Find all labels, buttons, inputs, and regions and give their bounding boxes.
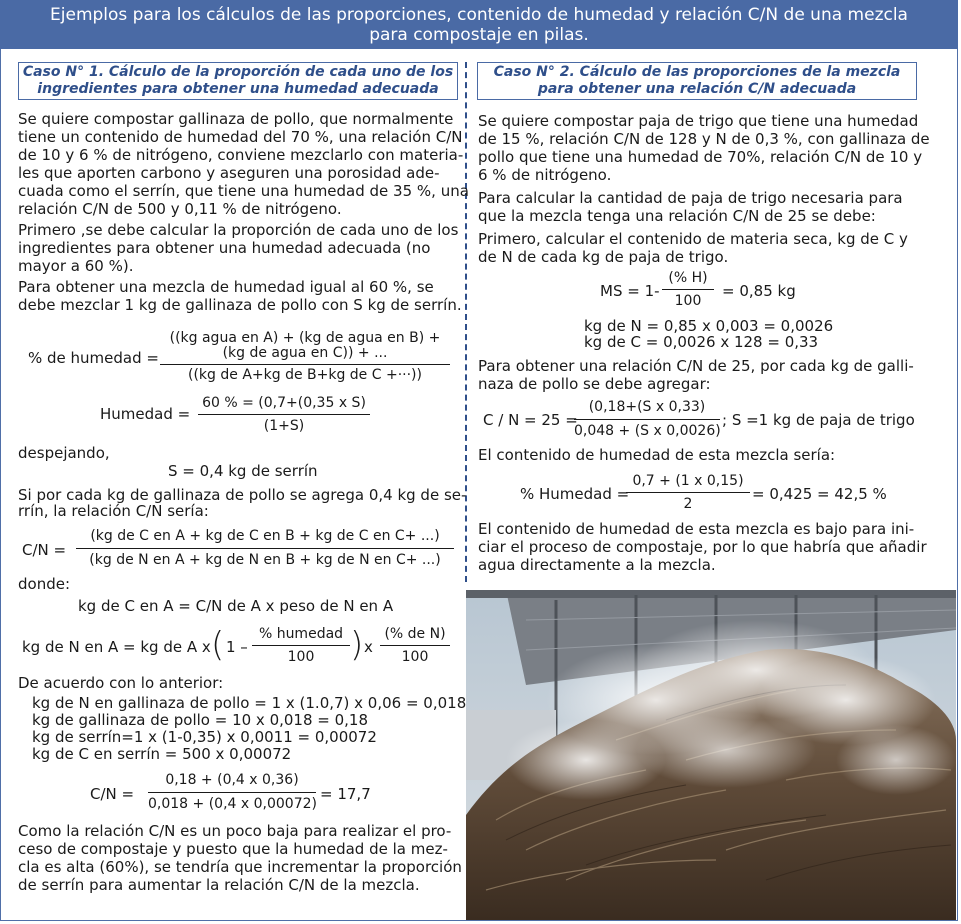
kg-n-times: x: [364, 638, 373, 656]
case2-step1-line: Primero, calcular el contenido de materia seca, kg de C y: [478, 230, 908, 248]
case1-intro-line: cuada como el serrín, que tiene una humedad de 35 %, una: [18, 182, 469, 200]
cn25-formula-rhs: ; S =1 kg de paja de trigo: [722, 411, 915, 429]
calc-list-item: kg de gallinaza de pollo = 10 x 0,018 = 0,18: [32, 711, 369, 729]
kg-n-humidity-numerator: % humedad: [258, 626, 344, 642]
case1-intro-line: Se quiere compostar gallinaza de pollo, que normalmente: [18, 110, 454, 128]
case1-cn-intro-line: Si por cada kg de gallinaza de pollo se agrega 0,4 kg de se-: [18, 486, 467, 504]
humedad-formula-bar: [198, 414, 370, 415]
close-paren: ): [350, 625, 364, 665]
case1-conclusion-line: cla es alta (60%), se tendría que incrementar la proporción: [18, 858, 462, 876]
case1-intro-line: tiene un contenido de humedad del 70 %, una relación C/N: [18, 128, 463, 146]
case2-step-intro-line: que la mezcla tenga una relación C/N de 25 se debe:: [478, 207, 876, 225]
kg-n-percent-n-bar: [380, 645, 450, 646]
kg-n-percent-n-numerator: (% de N): [384, 626, 446, 642]
kg-n-humidity-denominator: 100: [287, 649, 315, 665]
humidity-mix-lhs: % Humedad =: [520, 485, 630, 503]
cn25-formula-bar: [574, 419, 720, 420]
case1-title-line-1: Caso N° 1. Cálculo de la proporción de cada uno de los: [22, 64, 454, 80]
kg-c-definition: kg de C en A = C/N de A x peso de N en A: [78, 597, 394, 615]
humidity-mix-bar: [626, 492, 750, 493]
humedad-formula-lhs: Humedad =: [100, 405, 191, 423]
case2-conclusion-line: agua directamente a la mezcla.: [478, 556, 716, 574]
case1-step2-line: Para obtener una mezcla de humedad igual al 60 %, se: [18, 278, 434, 296]
case2-conclusion-line: ciar el proceso de compostaje, por lo que habría que añadir: [478, 538, 927, 556]
steaming-compost-pile-photo: [466, 590, 956, 920]
case2-intro-line: de 15 %, relación C/N de 128 y N de 0,3 %, con gallinaza de: [478, 130, 930, 148]
ms-formula-bar: [662, 289, 714, 290]
case1-step1-line: mayor a 60 %).: [18, 257, 134, 275]
s-result: S = 0,4 kg de serrín: [168, 462, 318, 480]
humidity-formula-lhs: % de humedad =: [28, 349, 159, 367]
case1-step2-line: debe mezclar 1 kg de gallinaza de pollo con S kg de serrín.: [18, 296, 462, 314]
humidity-formula-denominator: ((kg de A+kg de B+kg de C +···)): [188, 367, 422, 383]
case2-kg-c: kg de C = 0,0026 x 128 = 0,33: [584, 333, 819, 351]
case2-intro-line: pollo que tiene una humedad de 70%, relación C/N de 10 y: [478, 148, 923, 166]
kg-n-one-minus: 1 –: [226, 638, 248, 656]
humidity-formula-bar: [160, 364, 450, 365]
case2-title-line-2: para obtener una relación C/N adecuada: [537, 81, 857, 97]
despejando-label: despejando,: [18, 444, 110, 462]
cn-result-rhs: = 17,7: [320, 785, 371, 803]
case2-step1-line: de N de cada kg de paja de trigo.: [478, 248, 729, 266]
open-paren: (: [211, 625, 225, 665]
humedad-formula-numerator: 60 % = (0,7+(0,35 x S): [202, 395, 366, 411]
case2-title-line-1: Caso N° 2. Cálculo de las proporciones de la mezcla: [493, 64, 901, 80]
ms-formula-denominator: 100: [674, 293, 702, 309]
case1-conclusion-line: Como la relación C/N es un poco baja para realizar el pro-: [18, 822, 452, 840]
case1-step1-line: Primero ,se debe calcular la proporción de cada uno de los: [18, 221, 459, 239]
case1-step1-line: ingredientes para obtener una humedad adecuada (no: [18, 239, 431, 257]
case2-conclusion-line: El contenido de humedad de esta mezcla es bajo para ini-: [478, 520, 915, 538]
kg-n-percent-n-denominator: 100: [401, 649, 429, 665]
calc-list-item: kg de C en serrín = 500 x 0,00072: [32, 745, 292, 763]
ms-formula-numerator: (% H): [668, 270, 708, 286]
case2-intro-line: Se quiere compostar paja de trigo que tiene una humedad: [478, 112, 919, 130]
humedad-formula-denominator: (1+S): [263, 418, 305, 434]
calc-list-item: kg de serrín=1 x (1-0,35) x 0,0011 = 0,00072: [32, 728, 377, 746]
case1-title-line-2: ingredientes para obtener una humedad adecuada: [37, 81, 439, 97]
cn-formula-bar: [76, 548, 454, 549]
case1-cn-intro-line: rrín, la relación C/N sería:: [18, 502, 209, 520]
ms-formula-rhs: = 0,85 kg: [722, 282, 796, 300]
cn-result-bar: [148, 792, 316, 793]
humidity-mix-rhs: = 0,425 = 42,5 %: [752, 485, 887, 503]
case1-title: [18, 62, 458, 100]
cn25-formula-lhs: C / N = 25 =: [483, 411, 578, 429]
acuerdo-label: De acuerdo con lo anterior:: [18, 674, 224, 692]
humidity-mix-denominator: 2: [683, 496, 693, 512]
page-header: [0, 0, 958, 49]
column-divider: [465, 62, 467, 582]
donde-label: donde:: [18, 575, 71, 593]
cn-formula-denominator: (kg de N en A + kg de N en B + kg de N en C+ ...): [89, 552, 441, 568]
case1-intro-line: les que aporten carbono y aseguren una porosidad ade-: [18, 164, 440, 182]
case2-step-intro-line: Para calcular la cantidad de paja de trigo necesaria para: [478, 189, 903, 207]
cn-result-lhs: C/N =: [90, 785, 135, 803]
kg-n-humidity-bar: [252, 645, 350, 646]
case1-intro-line: de 10 y 6 % de nitrógeno, conviene mezclarlo con materia-: [18, 146, 464, 164]
case2-cn-intro-line: naza de pollo se debe agregar:: [478, 375, 711, 393]
case1-intro-line: relación C/N de 500 y 0,11 % de nitrógeno.: [18, 200, 342, 218]
cn-formula-lhs: C/N =: [22, 541, 67, 559]
case2-kg-n: kg de N = 0,85 x 0,003 = 0,0026: [584, 317, 834, 335]
case1-conclusion-line: ceso de compostaje y puesto que la humedad de la mez-: [18, 840, 448, 858]
case1-conclusion-line: de serrín para aumentar la relación C/N de la mezcla.: [18, 876, 420, 894]
case2-title: [477, 62, 917, 100]
kg-n-formula-lhs: kg de N en A = kg de A x: [22, 638, 211, 656]
case2-cn-intro-line: Para obtener una relación C/N de 25, por cada kg de galli-: [478, 357, 914, 375]
cn25-formula-numerator: (0,18+(S x 0,33): [588, 399, 706, 415]
humidity-formula-numerator-1: ((kg agua en A) + (kg de agua en B) +: [169, 330, 441, 346]
cn25-formula-denominator: 0,048 + (S x 0,0026): [574, 423, 721, 439]
humidity-mix-numerator: 0,7 + (1 x 0,15): [632, 473, 744, 489]
header-line-2: para compostaje en pilas.: [369, 25, 589, 45]
header-line-1: Ejemplos para los cálculos de las proporciones, contenido de humedad y relación C/N de una mezcla: [50, 5, 908, 25]
humidity-formula-numerator-2: (kg de agua en C)) + ...: [222, 345, 388, 361]
cn-result-numerator: 0,18 + (0,4 x 0,36): [165, 772, 299, 788]
case2-intro-line: 6 % de nitrógeno.: [478, 166, 612, 184]
cn-formula-numerator: (kg de C en A + kg de C en B + kg de C en C+ ...): [90, 528, 440, 544]
cn-result-denominator: 0,018 + (0,4 x 0,00072): [148, 796, 317, 812]
calc-list-item: kg de N en gallinaza de pollo = 1 x (1.0,7) x 0,06 = 0,018: [32, 694, 467, 712]
case2-humidity-intro: El contenido de humedad de esta mezcla sería:: [478, 446, 836, 464]
ms-formula-lhs: MS = 1-: [600, 282, 660, 300]
